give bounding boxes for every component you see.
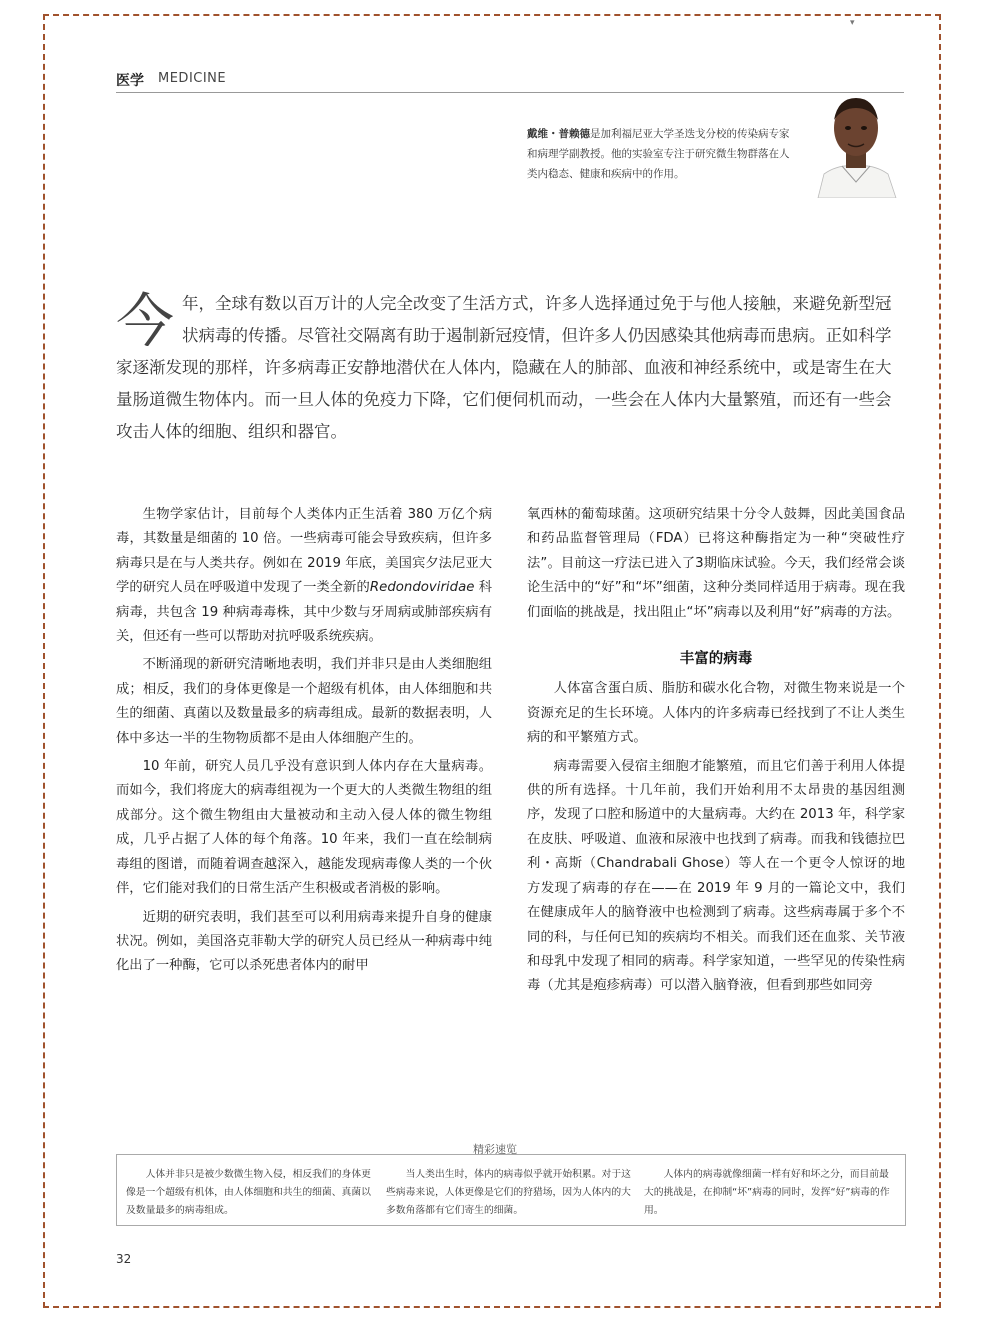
page-number: 32: [116, 1252, 132, 1266]
paragraph: 近期的研究表明，我们甚至可以利用病毒来提升自身的健康状况。例如，美国洛克菲勒大学的研究人员已经从一种病毒中纯化出了一种酶，它可以杀死患者体内的耐甲: [116, 909, 492, 974]
paragraph-text: 科病毒，共包含 19 种病毒毒株，其中少数与牙周病或肺部疾病有关，但还有一些可以帮助对抗呼吸系统疾病。: [116, 580, 492, 645]
drop-cap: 今: [116, 287, 175, 355]
paragraph: [116, 503, 492, 649]
body-column-right: [527, 503, 905, 1003]
highlight-item: 人体内的病毒就像细菌一样有好和坏之分，而目前最大的挑战是，在抑制“坏”病毒的同时，发挥“好”病毒的作用。: [644, 1169, 890, 1216]
subheading: 丰富的病毒: [679, 651, 753, 668]
paragraph-text: 生物学家估计，目前每个人类体内正生活着 380 万亿个病毒，其数量是细菌的 10 倍。一些病毒可能会导致疾病，但许多病毒只是在与人类共存。例如在 2019 年底，美国宾夕法尼亚大学的研究人员在呼吸道中发现了一类全新的: [116, 507, 492, 596]
highlights-title: 精彩速览: [473, 1143, 517, 1156]
decorative-mark: ▾: [850, 18, 855, 28]
author-portrait: [808, 82, 904, 198]
paragraph: 氧西林的葡萄球菌。这项研究结果十分令人鼓舞，因此美国食品和药品监督管理局（FDA）已将这种酶指定为一种“突破性疗法”。目前这一疗法已进入了3期临床试验。今天，我们经常会谈论生活中的“好”和“坏”细菌，这种分类同样适用于病毒。现在我们面临的挑战是，找出阻止“坏”病毒以及利用“好”病毒的方法。: [527, 507, 905, 620]
author-description: 是加利福尼亚大学圣迭戈分校的传染病专家和病理学副教授。他的实验室专注于研究微生物群落在人类内稳态、健康和疾病中的作用。: [527, 128, 790, 180]
author-bio: [527, 124, 799, 184]
section-title-cn: 医学: [116, 73, 144, 89]
paragraph: 10 年前，研究人员几乎没有意识到人体内存在大量病毒。而如今，我们将庞大的病毒组视为一个更大的人类微生物组的组成部分。这个微生物组由大量被动和主动入侵人体的微生物组成，几乎占据了人体的每个角落。10 年来，我们一直在绘制病毒组的图谱，而随着调查越深入，越能发现病毒像人类的一个伙伴，它们能对我们的日常生活产生积极或者消极的影响。: [116, 759, 492, 897]
section-header: [116, 70, 904, 93]
paragraph: 人体富含蛋白质、脂肪和碳水化合物，对微生物来说是一个资源充足的生长环境。人体内的许多病毒已经找到了不让人类生病的和平繁殖方式。: [527, 681, 905, 746]
section-title-en: MEDICINE: [158, 71, 227, 86]
italic-term: Redondoviridae: [369, 580, 475, 596]
body-column-left: [116, 503, 492, 983]
author-name: 戴维・普赖德: [527, 128, 590, 140]
intro-text: 年，全球有数以百万计的人完全改变了生活方式，许多人选择通过免于与他人接触，来避免新型冠状病毒的传播。尽管社交隔离有助于遏制新冠疫情，但许多人仍因感染其他病毒而患病。正如科学家逐渐发现的那样，许多病毒正安静地潜伏在人体内，隐藏在人的肺部、血液和神经系统中，或是寄生在大量肠道微生物体内。而一旦人体的免疫力下降，它们便伺机而动，一些会在人体内大量繁殖，而还有一些会攻击人体的细胞、组织和器官。: [116, 294, 892, 441]
highlight-item: 人体并非只是被少数微生物入侵，相反我们的身体更像是一个超级有机体，由人体细胞和共生的细菌、真菌以及数量最多的病毒组成。: [126, 1169, 371, 1216]
highlight-item: 当人类出生时，体内的病毒似乎就开始积累。对于这些病毒来说，人体更像是它们的狩猎场，因为人体内的大多数角落都有它们寄生的细菌。: [386, 1169, 631, 1216]
paragraph: 病毒需要入侵宿主细胞才能繁殖，而且它们善于利用人体提供的所有选择。十几年前，我们开始利用不太昂贵的基因组测序，发现了口腔和肠道中的大量病毒。大约在 2013 年，科学家在皮肤、呼吸道、血液和尿液中也找到了病毒。而我和钱德拉巴利・高斯（Chandrabali Ghose）等人在一个更令人惊讶的地方发现了病毒的存在——在 2019 年 9 月的一篇论文中，我们在健康成年人的脑脊液中也检测到了病毒。这些病毒属于多个不同的科，与任何已知的疾病均不相关。而我们还在血浆、关节液和母乳中发现了相同的病毒。科学家知道，一些罕见的传染性病毒（尤其是疱疹病毒）可以潜入脑脊液，但看到那些如同旁: [527, 758, 905, 994]
paragraph: 不断涌现的新研究清晰地表明，我们并非只是由人类细胞组成；相反，我们的身体更像是一个超级有机体，由人体细胞和共生的细菌、真菌以及数量最多的病毒组成。最新的数据表明，人体中多达一半的生物物质都不是由人体细胞产生的。: [116, 657, 492, 746]
intro-paragraph: [116, 288, 906, 448]
